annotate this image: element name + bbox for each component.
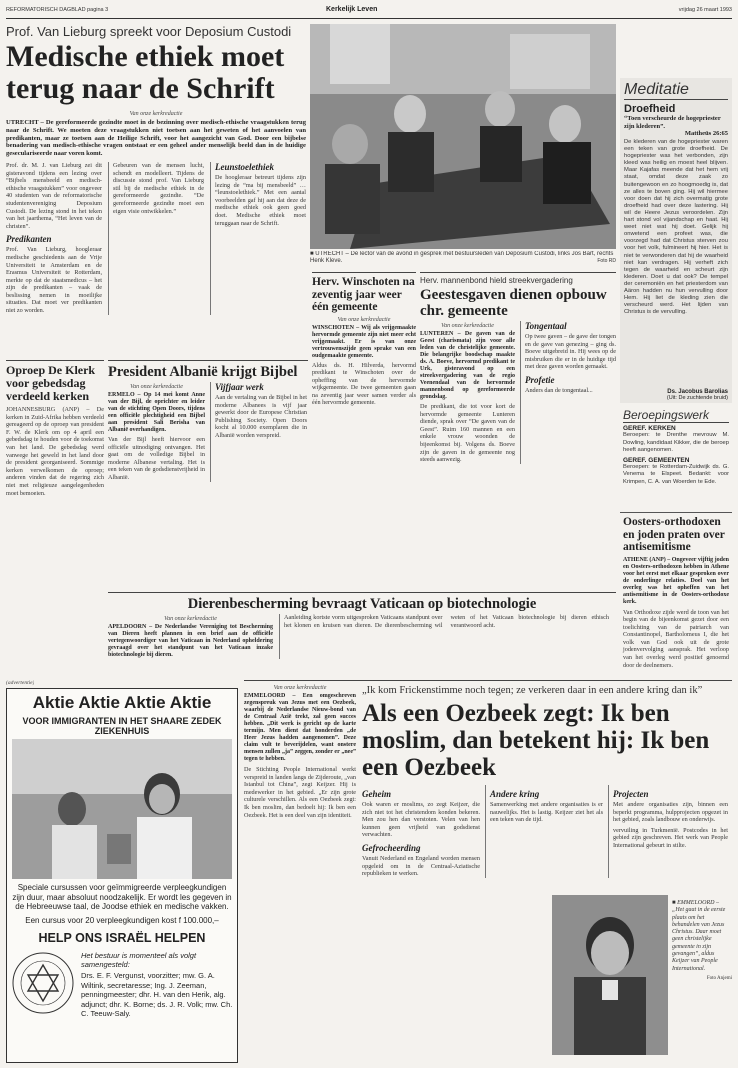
dekirk-article xyxy=(6,360,104,678)
meditatie-location: (Uit: De zuchtende bruid) xyxy=(666,395,728,401)
portrait-photo-illustration xyxy=(552,895,668,1055)
lead-intro: UTRECHT – De gereformeerde gezindte moet in de bezinning over medisch-ethische vraagstukken terug naar de Schrift. We moeten deze vraagstukken niet toetsen aan het geweten of het aanvoelen van predikanten, maar ze toetsen aan de Heilige Schrift, voor het aangezicht van God. Door een bijbelse benadering van medisch-ethische vragen ontstaat er een geheel ander menselijk beeld dan in de huidige geseculariseerde naar voren komt. xyxy=(6,119,306,158)
oezbeek-sub3-body: Samenwerking met andere organisaties is er nauwelijks. Het is lastig. Keijzer ziet het als een teken van de tijd. xyxy=(490,801,603,824)
winschoten-lead: WINSCHOTEN – Wij als vrijgemaakte hervormde gemeente zijn niet meer echt vrijgemaakt. Er is van onze vertrouwenszijde geen sprake van een oudgemaakte gemeente. xyxy=(312,324,416,359)
aktie-label: (advertentie) xyxy=(6,680,35,686)
beroepingswerk-sec1-body: Beroepen: te Drenthe mevrouw M. Dowling, kandidaat Kikker, die de beroep heeft aangenomen. xyxy=(623,432,729,454)
beroepingswerk-box xyxy=(620,408,732,508)
lead-sub-predikanten: Predikanten xyxy=(6,234,52,245)
aktie-ad xyxy=(6,688,238,1063)
lunteren-sub2: Profetie xyxy=(525,374,555,385)
dekirk-headline: Oproep De Klerk voor gebedsdag verdeeld kerken xyxy=(6,363,96,403)
lunteren-sub2-body: Anders dan de tongentaal... xyxy=(525,386,593,394)
beroepingswerk-sec1: GEREF. KERKEN xyxy=(623,425,676,432)
beroepingswerk-header: Beroepingswerk xyxy=(623,408,729,423)
albanie-lead: ERMELO – Op 14 mei komt Anne van der Bijl, de oprichter en leider van de stichting Open Doors, tijdens een officiële plechtigheid een Bijbel aan president Sali Berisha van Albanië overhandigen. xyxy=(108,392,205,433)
oezbeek-photo-credit: Foto Anjemi xyxy=(706,975,732,981)
oezbeek-sub3: Andere kring xyxy=(490,789,540,799)
caption-marker-icon: ■ xyxy=(310,251,316,257)
aktie-subtitle: VOOR IMMIGRANTEN IN HET SHAARE ZEDEK ZIEKENHUIS xyxy=(22,716,222,736)
aktie-text1: Speciale cursussen voor geïmmigreerde verpleegkundigen zijn duur, maar absoluut noodzakelijk. Er wordt les gegeven in de Hebreeuwse taal, de Joodse ethiek en medische vakken. xyxy=(12,883,232,911)
masthead xyxy=(6,5,732,17)
masthead-date: vrijdag 26 maart 1993 xyxy=(678,7,732,13)
lunteren-body: De predikant, die tot voor kort de hervormde gemeente Lunteren diende, sprak over “De gaven van de Geest”. Ruim 160 mannen en een enkele vrouw woonden de bijeenkomst bij. Volgens ds. Boeve zijn de gaven in de gemeente nog steeds aanwezig. xyxy=(420,403,515,464)
aktie-title: Aktie Aktie Aktie Aktie xyxy=(32,693,212,712)
lead-body-2: Gebeuren van de mensen lucht, schendt en modelleert. Tijdens de discussie stond prof. Van Lieburg stil bij de medische ethiek in de gereformeerde gezindte. “De gereformeerde gezindte moet een eigen visie ontwikkelen.” xyxy=(113,161,204,215)
winschoten-body: Aldus ds. H. Hilverda, hervormd predikant te Winschoten over de opheffing van de hervormde wijkgemeente. De twee gemeenten gaan na zeventig jaar weer samen verder als één hervormde gemeente. xyxy=(312,361,416,407)
albanie-headline: President Albanië krijgt Bijbel xyxy=(108,364,298,380)
oezbeek-sub1-body: Ook waren er moslims, zo zegt Keijzer, die zich niet tot het christendom konden bekeren. Men zou hen dan verstoten. Velen van hen kunnen geen vrijheid van godsdienst verwachten. xyxy=(362,801,480,839)
oezbeek-quote: „Ik kom Frickenstimme noch tegen; ze verkeren daar in een andere kring dan ik” xyxy=(362,685,703,696)
dekirk-body: JOHANNESBURG (ANP) – De kerken in Zuid-Afrika hebben verdeeld gereageerd op de oproep van president F. W. de Klerk om op 4 april een gebedsdag te houden voor de toekomst van het land. De gebedsdag werd vanwege het geweld in het land door de president georganiseerd. Sommige kerken verwelkomen de oproep; anderen vinden dat de regering zich niet met religieuze aangelegenheden moet bemoeien. xyxy=(6,406,104,497)
oezbeek-body2: vervuiling in Turkmenië. Postcodes in het gebied zijn geschreven. Het werk van People International gebeurt in stilte. xyxy=(613,826,728,849)
masthead-section: Kerkelijk Leven xyxy=(326,6,378,13)
albanie-sub: Vijfjaar werk xyxy=(215,382,264,392)
meditatie-body: De klederen van de hogepriester waren een teken van grote droefheid. De hogepriester was het verbonden, zijn kleed was heilig en moest heel blijven. Maar Kajafas meende dat het hem vrij staat, omdat deze zaak zo buitengewoon en zo hoogmoedig is, dat ze alles te boven ging. Hij wil hiermee voor doen dat hij zich overmatig grote droefheid had over deze lastering. Hij wil de Heere Jezus veroordelen. Zijn hart stond vol vijandschap en haat. Hij weet niet wat hij doet. Gelijk hij onwetend een profeet was, die voorzegd had dat Christus sterven zou voor het volk, fulmineert hij hier. Het is niet te verwonderen dat hij de waarheid niet kan verdragen. Hij verheft zich tegen de waarheid en scheurt zijn klederen. Doet u dat ook? De tempel der ceremoniën en het priesterdom van Aäron hadden nu hun vervulling door Hem. Hij liet de kleding zien die verscheurd werd. Het lijden van Christus is de vervulling. xyxy=(624,139,728,316)
oezbeek-sub1: Geheim xyxy=(362,789,391,799)
biotech-byline: Van onze kerkredactie xyxy=(164,616,217,622)
oezbeek-lead: EMMELOORD – Een omgeschreven zegenspreuk van Jezus met een Oezbeek, waarbij de Nederlandse Nieuw-bond van de Centraal Azië trekt, zal geen succes hebben. „Dit werk is gericht op de karte termijn. Men dient dat honderden „de Heer Jezus hadden aangenomen”. Deze claim vult te beverijdelen, want onstere mensen zullen „ja” zeggen, zonder er „nee” tegen te hebben. xyxy=(244,693,356,762)
lunteren-sub: Tongentaal xyxy=(525,321,567,331)
meditatie-verse: “Toen verscheurde de hogepriester zijn klederen”. xyxy=(624,115,721,130)
biotech-body: Aanleiding kortste vorm uitgesproken Vaticaans standpunt over het klonen en kruisen van dieren. De dierenbescherming wil weten of het Vaticaan biotechnologie bij dieren ethisch verantwoord acht. xyxy=(284,614,609,629)
oosters-body: Van Orthodoxe zijde werd de toon van het begin van de bijeenkomst gezet door een toelichting van de patriarch van Constantinopel, Bartholomeus I, die het volk van God ook uit de grote jodenvervolging aansprak. Het verloop van het overleg werd positief genoemd door de deelnemers. xyxy=(623,608,729,669)
lead-photo xyxy=(310,24,616,249)
biotech-headline: Dierenbescherming bevraagt Vaticaan op biotechnologie xyxy=(187,596,537,612)
meditatie-header: Meditatie xyxy=(624,81,728,100)
albanie-article xyxy=(108,360,308,588)
caption-marker-icon-2: ■ xyxy=(672,900,678,906)
meditatie-reference: Mattheüs 26:65 xyxy=(684,130,728,137)
winschoten-article xyxy=(312,272,416,588)
lunteren-kicker: Herv. mannenbond hield streekvergadering xyxy=(420,276,573,285)
oezbeek-headline: Als een Oezbeek zegt: Ik ben moslim, dan betekent hij: Ik ben een Oezbeek xyxy=(362,700,710,781)
winschoten-headline: Herv. Winschoten na zeventig jaar weer één gemeente xyxy=(312,276,415,313)
oezbeek-sub4-body: Met andere organisaties zijn, binnen een beperkt programma, hulpprojecten opgezet in het gebied, zoals landbouw en onderwijs. xyxy=(613,801,728,824)
oezbeek-byline: Van onze kerkredactie xyxy=(273,685,327,691)
lead-photo-caption: ■ UTRECHT – De lector van de avond in gesprek met bestuursleden van Deposium Custodi, links Jos Bart, rechts Henk Kleve. Foto RD xyxy=(310,251,616,264)
oezbeek-sub2: Gefrocheerding xyxy=(362,842,421,853)
oezbeek-photo xyxy=(552,895,668,1055)
nurses-photo-illustration xyxy=(12,739,232,879)
albanie-byline: Van onze kerkredactie xyxy=(130,384,183,390)
shaare-zedek-seal xyxy=(11,951,75,1015)
oezbeek-sub2-body: Vanuit Nederland en Engeland worden mensen opgeleid om in de Centraal-Aziatische republieken te werken. xyxy=(362,854,480,878)
aktie-photo xyxy=(12,739,232,879)
oezbeek-sub4: Projecten xyxy=(613,789,649,799)
oosters-headline: Oosters-orthodoxen en joden praten over antisemitisme xyxy=(623,516,725,553)
lead-body-3: De hoogleraar betreurt tijdens zijn lezing de “ma bij mensbeeld” … “leunstoelethiek.” Met een aantal voorbeelden gaf hij aan dat deze de medische ethiek ook geen goed doet. Medische ethiek moet teruggaan naar de Schrift. xyxy=(215,173,306,227)
lunteren-lead: LUNTEREN – De gaven van de Geest (charismata) zijn voor alle leden van de christelijke gemeente. Die belangrijke boodschap maakte ds. A. Boeve, hervormd predikant te Urk, gisteravond op een streekvergadering van de regio Veenendaal van de hervormde mannenbond op gereformeerde grondslag. xyxy=(420,331,515,400)
aktie-board: Drs. E. F. Vergunst, voorzitter; mw. G. A. Wiltink, secretaresse; Ing. J. Zeeman, penningmeester; dhr. H. van den Herik, alg. adjunct; dhr. K. Borne; ds. J. R. Volk; mw. Ch. C. Teeuw-Saly. xyxy=(81,971,233,1018)
aktie-text2: Een cursus voor 20 verpleegkundigen kost f 100.000,– xyxy=(25,915,219,925)
oosters-lead: ATHENE (ANP) – Ongeveer vijftig joden en Oosters-orthodoxen hebben in Athene voor het eerst met elkaar gesproken over de onderlinge relaties. Doel van het overleg was het opheffen van het antisemitisme in de Oosters-orthodoxe kerk. xyxy=(623,556,729,605)
lead-sub-leunstoel: Leunstoelethiek xyxy=(215,161,274,172)
star-of-david-icon xyxy=(11,951,75,1015)
meditatie-title: Droefheid xyxy=(624,103,676,115)
aktie-title2: HELP ONS ISRAËL HELPEN xyxy=(38,931,206,945)
lunteren-byline: Van onze kerkredactie xyxy=(441,323,494,329)
lead-sub-predikanten-body: Prof. Van Lieburg, hoogleraar medische geschiedenis aan de Vrije Universiteit te Amsterdam en de Erasmus Universiteit te Rotterdam, merkte op dat de staatsmedicus – het zijn de predikanten – vaak de beslissing nemen in moeilijke situaties. Dat moet ver predikanten niet zo worden. xyxy=(6,246,102,315)
albanie-sub-body: Aan de vertaling van de Bijbel in het moderne Albanees is vijf jaar gewerkt door de Europese Christian Publishing Society. Open Doors kocht al 10.000 exemplaren die in Albanië worden verspreid. xyxy=(215,394,307,439)
masthead-rule xyxy=(6,18,732,19)
lead-body: Prof. dr. M. J. van Lieburg zei dit gisteravond tijdens een lezing over “Bijbels mensbeeld en medisch-ethische vraagstukken” voor ongeveer 40 studenten van de reformatorische studentenvereniging Deposium Custodi. De lezing stond in het teken van het jaarthema, “Het leven van de christen”. xyxy=(6,161,102,230)
winschoten-byline: Van onze kerkredactie xyxy=(337,316,391,323)
meeting-photo-illustration xyxy=(310,24,616,249)
lead-story xyxy=(6,24,306,354)
lead-kicker: Prof. Van Lieburg spreekt voor Deposium Custodi xyxy=(6,24,292,39)
lunteren-headline: Geestesgaven dienen opbouw chr. gemeente xyxy=(420,287,607,319)
lead-byline: Van onze kerkredactie xyxy=(129,111,183,117)
albanie-body: Van der Bijl heeft hiervoor een officiële uitnodiging ontvangen. Het gaat om de volledige Bijbel in moderne Albanese vertaling. Het is een teken van de godsdienstvrijheid in Albanië. xyxy=(108,436,205,481)
meditatie-signature: Ds. Jacobus Barolias xyxy=(667,389,728,395)
beroepingswerk-sec2-body: Beroepen: te Rotterdam-Zuidwijk ds. G. Venema te Elspeet. Bedankt: voor Krimpen, C. A. van Woerden te Ede. xyxy=(623,463,729,485)
lead-headline: Medische ethiek moet terug naar de Schrift xyxy=(6,40,285,105)
lead-photo-credit: Foto RD xyxy=(597,258,616,264)
biotech-lead: APELDOORN – De Nederlandse Vereniging tot Bescherming van Dieren heeft plannen in een brief aan de officiële vertegenwoordiger van het Vaticaan in Nederland opheldering gevraagd over het standpunt van het Vaticaan inzake biotechnologie bij dieren. xyxy=(108,624,273,658)
lunteren-article xyxy=(420,272,616,588)
masthead-left: REFORMATORISCH DAGBLAD pagina 3 xyxy=(6,7,109,13)
aktie-note: Het bestuur is momenteel als volgt samengesteld: xyxy=(81,951,197,969)
lunteren-sub-body: Op twee gaven – de gave der tongen en de gave van genezing – ging ds. Boeve uitgebreid in. Hij wees op de misbruiken die er in de huidige tijd met deze gaven worden gemaakt. xyxy=(525,333,616,371)
beroepingswerk-sec2: GEREF. GEMEENTEN xyxy=(623,456,690,464)
biotech-article xyxy=(108,592,616,672)
meditatie-box xyxy=(620,78,732,403)
oezbeek-body-col1: De Stichting People International werkt verspreid in landen langs de Zijderoute, „van Istanbul tot China”, zegt Keijzer. Hij is medewerker in het gebied. „Er zijn grote culturele verschillen. Als een Oezbeek zegt: Ik ben moslim, dan bedoelt hij: Ik ben een Oezbeek. Het is een deel van zijn identiteit. xyxy=(244,766,356,819)
oezbeek-caption: ■ EMMELOORD – „Het gaat in de eerste plaats om het behandelen van Jezus Christus. Daar moet geen christelijke gemeente in zijn gevangen”, aldus Keijzer van People International. Foto Anjemi xyxy=(672,900,732,981)
